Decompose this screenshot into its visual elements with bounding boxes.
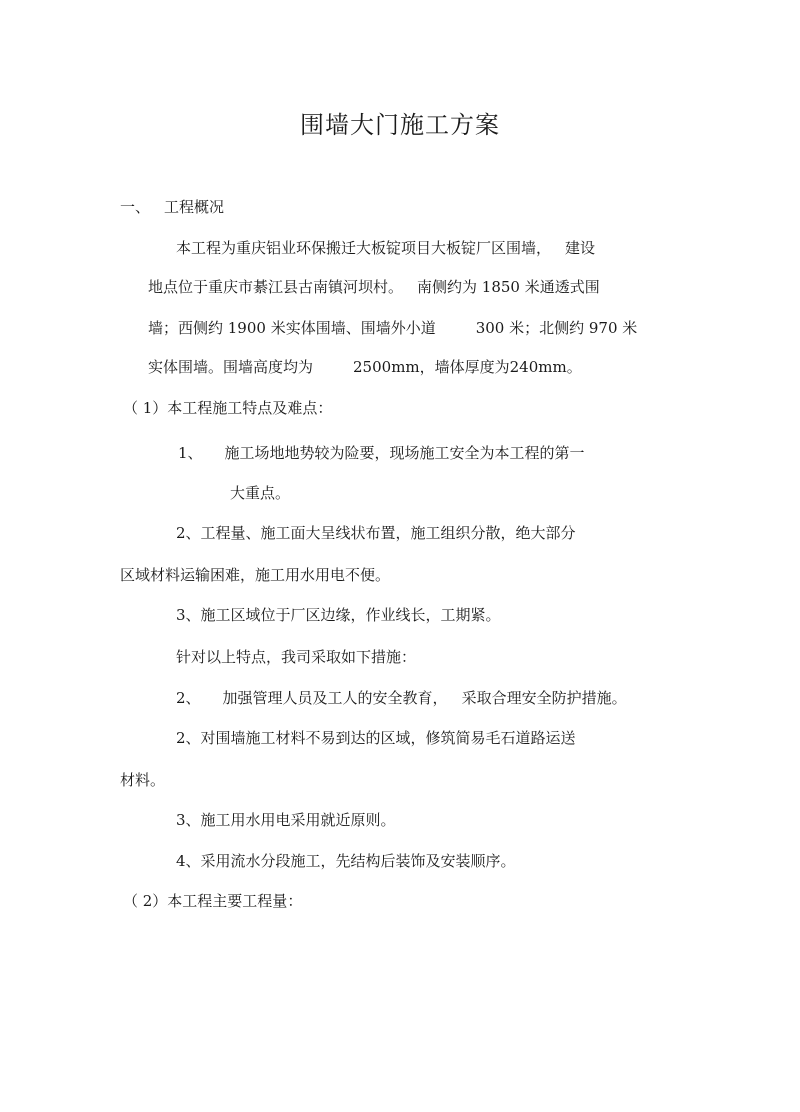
- overview-line-3: [148, 318, 637, 338]
- difficulty-item-1-cont: 大重点。: [230, 484, 291, 502]
- difficulty-1-number: 1、: [178, 444, 203, 462]
- overview-line-1-end: 建设: [565, 239, 596, 257]
- overview-line-1-text: 本工程为重庆铝业环保搬迁大板锭项目大板锭厂区围墙，: [176, 239, 552, 257]
- document-title: 围墙大门施工方案: [300, 111, 500, 139]
- measure-1-text-end: 采取合理安全防护措施。: [461, 689, 627, 707]
- measure-item-3: 3、施工用水用电采用就近原则。: [176, 811, 396, 829]
- difficulty-item-2-cont: 区域材料运输困难，施工用水用电不便。: [120, 566, 391, 584]
- section-1-number: 一、: [120, 198, 151, 216]
- section-1-title: 工程概况: [164, 198, 225, 216]
- section-1-heading: [120, 197, 224, 217]
- overview-line-2: [148, 277, 600, 297]
- overview-line-1: [176, 238, 595, 258]
- measure-1-text: 加强管理人员及工人的安全教育，: [222, 689, 448, 707]
- overview-line-4-end: 2500mm，墙体厚度为240mm。: [353, 358, 582, 376]
- measure-item-4: 4、采用流水分段施工，先结构后装饰及安装顺序。: [176, 852, 516, 870]
- overview-line-4: [148, 357, 582, 377]
- difficulty-item-2: 2、工程量、施工面大呈线状布置，施工组织分散，绝大部分: [176, 524, 576, 542]
- overview-line-2-end: 南侧约为 1850 米通透式围: [417, 278, 600, 296]
- measure-1-number: 2、: [176, 689, 201, 707]
- measures-intro: 针对以上特点，我司采取如下措施：: [176, 648, 417, 666]
- subsection-2-heading: （ 2）本工程主要工程量：: [123, 892, 303, 910]
- difficulty-1-text: 施工场地地势较为险要，现场施工安全为本工程的第一: [224, 444, 585, 462]
- difficulty-item-1: [178, 443, 585, 463]
- measure-item-2: 2、对围墙施工材料不易到达的区域，修筑简易毛石道路运送: [176, 729, 576, 747]
- overview-line-2-text: 地点位于重庆市綦江县古南镇河坝村。: [148, 278, 404, 296]
- measure-item-2-cont: 材料。: [120, 771, 166, 789]
- subsection-1-heading: （ 1）本工程施工特点及难点：: [123, 399, 333, 417]
- overview-line-3-end: 300 米；北侧约 970 米: [475, 319, 638, 337]
- overview-line-4-text: 实体围墙。围墙高度均为: [148, 358, 314, 376]
- measure-item-1: [176, 688, 627, 708]
- difficulty-item-3: 3、施工区域位于厂区边缘，作业线长，工期紧。: [176, 606, 501, 624]
- overview-line-3-text: 墙；西侧约 1900 米实体围墙、围墙外小道: [148, 319, 436, 337]
